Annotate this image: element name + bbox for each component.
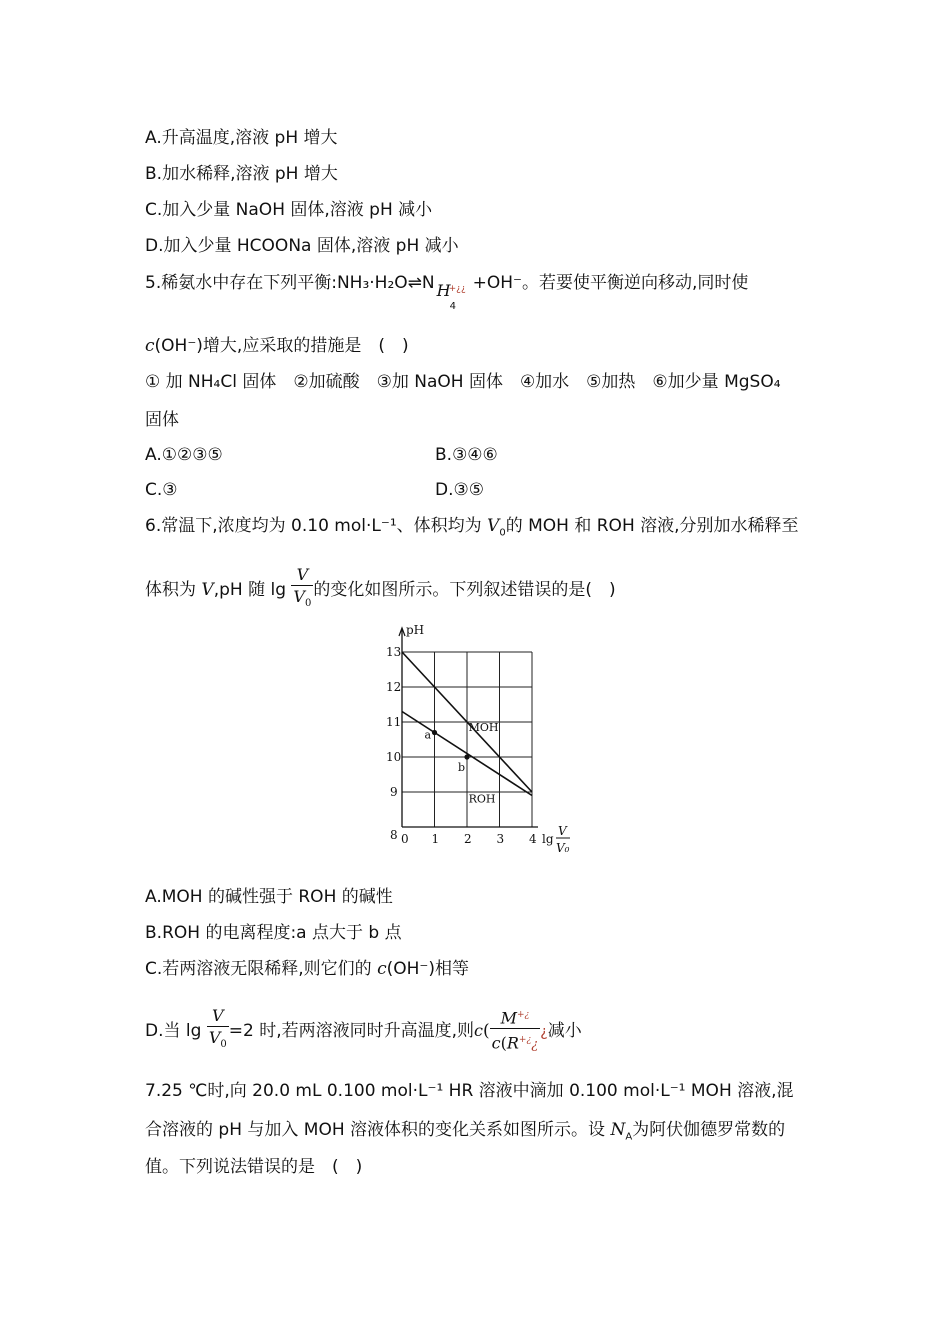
q5-option-a: A.①②③⑤ <box>145 445 223 465</box>
q6-option-a: A.MOH 的碱性强于 ROH 的碱性 <box>145 887 393 907</box>
x-axis-label-denominator: V₀ <box>556 841 570 855</box>
q6-option-b: B.ROH 的电离程度:a 点大于 b 点 <box>145 923 402 943</box>
y-tick-label: 11 <box>386 715 402 729</box>
den-v: V <box>293 587 305 606</box>
fraction-denominator: c(R+¿¿ <box>491 1033 539 1053</box>
v-symbol: V <box>201 580 214 601</box>
q5-part1: 5.稀氨水中存在下列平衡:NH₃·H₂O <box>145 273 408 293</box>
m-symbol: M <box>500 1008 517 1028</box>
den-sub: 0 <box>304 598 312 610</box>
x-tick-label: 4 <box>529 832 537 846</box>
point-label-a: a <box>424 728 432 742</box>
q5-h: H <box>436 281 451 300</box>
x-tick-label: 3 <box>496 832 505 846</box>
question-6-line2 <box>145 565 616 615</box>
y-axis-label: pH <box>406 623 425 637</box>
y-tick-label: 13 <box>386 645 402 659</box>
chart-ticks <box>386 645 537 846</box>
series-label-moh: MOH <box>468 720 499 734</box>
y-tick-label: 8 <box>390 828 398 842</box>
odd-char: ¿ <box>540 1023 548 1040</box>
q6b-mid: ,pH 随 lg <box>213 580 292 601</box>
x-tick-label: 0 <box>401 832 409 846</box>
r-sup: +¿ <box>518 1035 532 1046</box>
q6-option-d: D.当 lg $\frac{V}{V_0}$ =2 时,若两溶液同时升高温度,则c( $\frac{M^{+¿}}{c(R^{+¿}¿}$ ¿减小 <box>145 1005 582 1057</box>
question-7-line3: 值。下列说法错误的是 ( ) <box>145 1157 363 1177</box>
optc-post: (OH⁻)相等 <box>386 959 470 979</box>
q5-h-sup: +¿¿ <box>448 284 466 294</box>
q5-option-b: B.③④⑥ <box>435 445 498 465</box>
series-label-roh: ROH <box>468 792 496 806</box>
y-tick-label: 9 <box>390 785 398 799</box>
na-symbol: N <box>610 1120 626 1140</box>
v-over-v0-fraction <box>207 1006 229 1056</box>
q7b-pre: 合溶液的 pH 与加入 MOH 溶液体积的变化关系如图所示。设 <box>145 1120 611 1140</box>
fraction-numerator <box>490 1005 541 1029</box>
q5-line2-text: (OH⁻)增大,应采取的措施是 ( ) <box>154 336 409 356</box>
x-axis-label: lg <box>542 832 554 846</box>
fraction-denominator <box>291 586 313 615</box>
x-tick-label: 2 <box>464 832 472 846</box>
ph-dilution-chart <box>360 615 580 865</box>
question-5-stem <box>145 272 749 312</box>
q6b-pre: 体积为 <box>145 580 202 601</box>
v-over-v0-fraction <box>291 565 313 615</box>
equilibrium-arrow: ⇌ <box>407 273 422 293</box>
fraction-denominator <box>207 1027 229 1056</box>
point-a <box>432 730 437 735</box>
fraction-numerator: V <box>291 565 313 586</box>
q5-h-sub <box>435 272 473 312</box>
optd-post: 减小 <box>547 1020 582 1041</box>
chart-labels <box>406 623 570 855</box>
v0-symbol: V <box>487 516 500 536</box>
option-a-line: A.升高温度,溶液 pH 增大 <box>145 128 338 148</box>
r-symbol: R <box>506 1033 519 1053</box>
q5-h-subscript: 4 <box>449 301 456 312</box>
c-symbol: c <box>145 336 155 356</box>
y-tick-label: 10 <box>386 750 402 764</box>
point-label-b: b <box>458 761 466 774</box>
option-c-line: C.加入少量 NaOH 固体,溶液 pH 减小 <box>145 200 433 220</box>
q6-pre: 6.常温下,浓度均为 0.10 mol·L⁻¹、体积均为 <box>145 516 488 536</box>
x-tick-label: 1 <box>431 832 440 846</box>
q5-option-c: C.③ <box>145 480 178 500</box>
fraction-numerator: V <box>207 1006 229 1027</box>
question-7-line1: 7.25 ℃时,向 20.0 mL 0.100 mol·L⁻¹ HR 溶液中滴加 0.100 mol·L⁻¹ MOH 溶液,混 <box>145 1081 794 1101</box>
den-v: V <box>208 1027 221 1047</box>
question-7-line2 <box>145 1119 785 1148</box>
m-sup: +¿ <box>516 1010 530 1020</box>
c-symbol: c <box>377 959 387 979</box>
q5-part2: +OH⁻。若要使平衡逆向移动,同时使 <box>472 273 749 293</box>
point-b <box>464 754 469 759</box>
m-over-r-fraction <box>490 1005 541 1057</box>
na-sub: A <box>625 1131 633 1143</box>
v0-sub: 0 <box>499 527 506 539</box>
q6-option-c <box>145 958 469 980</box>
q7b-post: 为阿伏伽德罗常数的 <box>632 1120 786 1140</box>
question-5-measures: ① 加 NH₄Cl 固体 ②加硫酸 ③加 NaOH 固体 ④加水 ⑤加热 ⑥加少量 MgSO₄ <box>145 372 781 392</box>
x-axis-label-numerator: V <box>558 824 567 838</box>
q6-post: 的 MOH 和 ROH 溶液,分别加水稀释至 <box>505 516 799 536</box>
optd-pre: D.当 lg <box>145 1020 207 1041</box>
question-6-stem <box>145 515 799 544</box>
c-symbol: c <box>474 1020 484 1040</box>
odd-char: ¿ <box>531 1037 539 1053</box>
question-5-line2 <box>145 335 409 357</box>
option-d-line: D.加入少量 HCOONa 固体,溶液 pH 减小 <box>145 236 459 256</box>
optd-mid: =2 时,若两溶液同时升高温度,则 <box>228 1020 475 1041</box>
den-sub: 0 <box>220 1038 227 1050</box>
option-b-line: B.加水稀释,溶液 pH 增大 <box>145 164 338 184</box>
q6b-post: 的变化如图所示。下列叙述错误的是( ) <box>313 580 616 601</box>
q5-n: N <box>421 273 435 293</box>
q5-option-d: D.③⑤ <box>435 480 484 500</box>
y-tick-label: 12 <box>386 680 402 694</box>
optc-pre: C.若两溶液无限稀释,则它们的 <box>145 959 378 979</box>
den-c: c <box>491 1033 501 1053</box>
question-5-measures-cont: 固体 <box>145 410 179 430</box>
